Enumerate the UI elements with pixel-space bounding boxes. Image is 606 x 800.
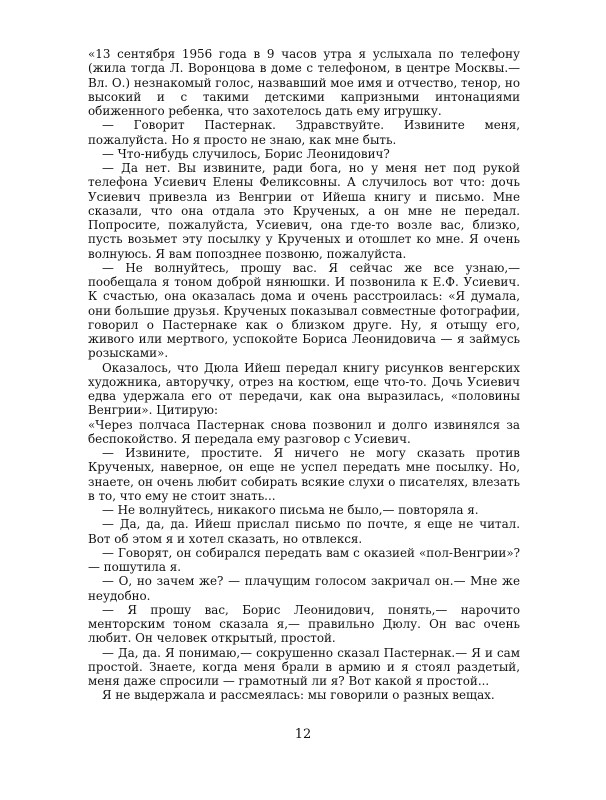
paragraph: — Извините, простите. Я ничего не могу сказать против Крученых, наверное, он еще не успел передать мне посылку. Но, знаете, он очень любит собирать всякие слухи о писателях, влезать в то, что ему не стоит знать... xyxy=(88,446,520,503)
paragraph: — Не волнуйтесь, никакого письма не было,— повторяла я. xyxy=(102,503,479,517)
paragraph: — Не волнуйтесь, прошу вас. Я сейчас же все узнаю,— пообещала я тоном доброй нянюшки. И позвонила к Е.Ф. Усиевич. К счастью, она оказалась дома и очень расстроилась: «Я думала, они большие друзья. Крученых показывал совместные фотографии, говорил о Пастернаке как о близком друге. Ну, я отыщу его, живого или мертвого, успокойте Бориса Леонидовича — я займусь розысками». xyxy=(88,260,520,361)
paragraph: — Да, да, да. Ийеш прислал письмо по почте, я еще не читал. Вот об этом я и хотел сказать, но отвлекся. xyxy=(88,517,520,546)
paragraph: — Я прошу вас, Борис Леонидович, понять,— нарочито менторским тоном сказала я,— правильно Дюлу. Он вас очень любит. Он человек открытый, простой. xyxy=(88,602,520,646)
paragraph: — Да, да. Я понимаю,— сокрушенно сказал Пастернак.— Я и сам простой. Знаете, когда меня брали в армию и я стоял раздетый, меня даже спросили — грамотный ли я? Вот какой я простой... xyxy=(88,645,520,688)
paragraph: — Да нет. Вы извините, ради бога, но у меня нет под рукой телефона Усиевич Елены Феликсовны. А случилось вот что: дочь Усиевич привезла из Венгрии от Ийеша книгу и письмо. Мне сказали, что она отдала это Крученых, а он мне не передал. Попросите, пожалуйста, Усиевич, она где-то возле вас, близко, пусть возьмет эту посылку у Крученых и отошлет ко мне. Я очень волнуюсь. Я вам попозднее позвоню, пожалуйста. xyxy=(88,161,520,261)
paragraph: — О, но зачем же? — плачущим голосом закричал он.— Мне же неудобно. xyxy=(88,574,520,603)
paragraph: — Что-нибудь случилось, Борис Леонидович? xyxy=(102,146,390,161)
paragraph: — Говорит Пастернак. Здравствуйте. Извините меня, пожалуйста. Но я просто не знаю, как мне быть. xyxy=(88,118,520,147)
paragraph: Я не выдержала и рассмеялась: мы говорили о разных вещах. xyxy=(102,688,495,703)
paragraph: «Через полчаса Пастернак снова позвонил и долго извинялся за беспокойство. Я передала ему разговор с Усиевич. xyxy=(88,417,520,446)
paragraph: Оказалось, что Дюла Ийеш передал книгу рисунков венгерских художника, авторучку, отрез на костюм, еще что-то. Дочь Усиевич едва удержала его от передачи, как она выразилась, «половины Венгрии». Цитирую: xyxy=(88,360,520,418)
paragraph: «13 сентября 1956 года в 9 часов утра я услыхала по телефону (жила тогда Л. Воронцова в доме с телефоном, в центре Москвы.— Вл. О.) незнакомый голос, назвавший мое имя и отчество, тенор, но высокий и с такими детскими капризными интонациями обиженного ребенка, что захотелось дать ему игрушку. xyxy=(88,47,520,118)
body-text xyxy=(88,47,520,703)
paragraph: — Говорят, он собирался передать вам с оказией «пол-Венгрии»? — пошутила я. xyxy=(88,545,520,574)
page-number: 12 xyxy=(294,727,312,742)
